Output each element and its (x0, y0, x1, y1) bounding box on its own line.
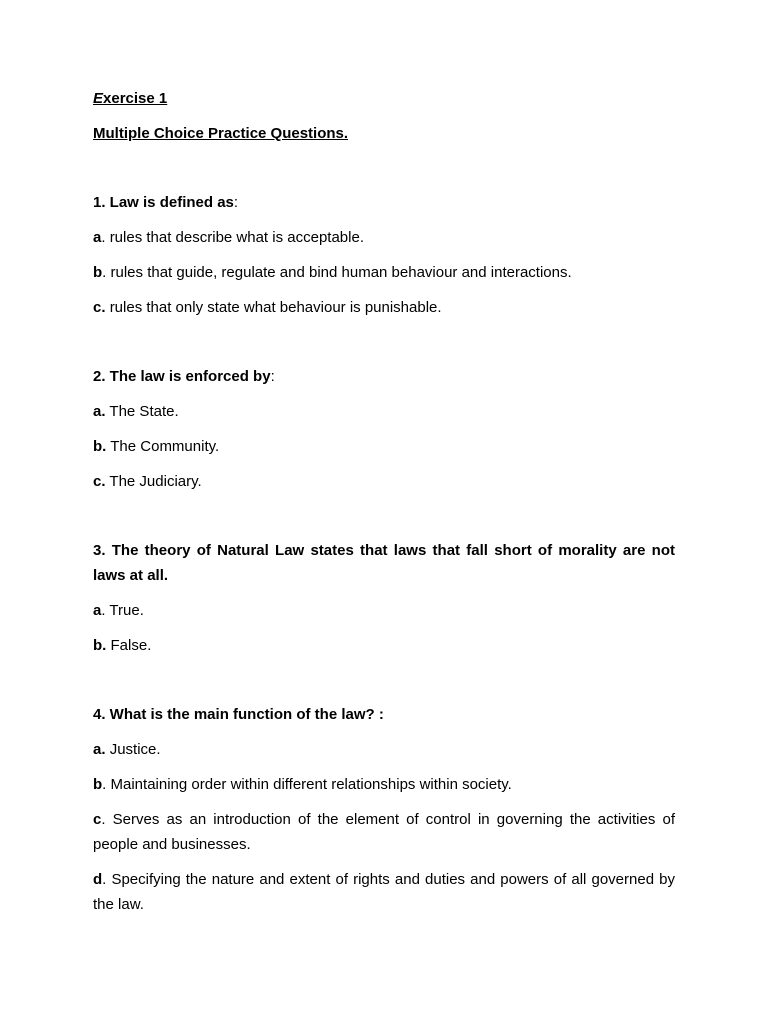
exercise-title (93, 86, 675, 111)
document-page (93, 86, 675, 917)
question-4 (93, 702, 675, 917)
exercise-subtitle: Multiple Choice Practice Questions. (93, 125, 349, 142)
question-text: 4. What is the main function of the law? : (93, 706, 384, 723)
question-1 (93, 190, 675, 320)
answer-option: a. rules that describe what is acceptable. (93, 229, 364, 246)
answer-option: b. rules that guide, regulate and bind human behaviour and interactions. (93, 264, 572, 281)
answer-option: a. Justice. (93, 741, 161, 758)
question-2 (93, 364, 675, 494)
answer-option: c. rules that only state what behaviour is punishable. (93, 299, 442, 316)
answer-option: b. Maintaining order within different relationships within society. (93, 776, 512, 793)
question-text: 3. The theory of Natural Law states that laws that fall short of morality are not laws at all. (93, 542, 675, 584)
answer-option: d. Specifying the nature and extent of rights and duties and powers of all governed by the law. (93, 871, 675, 913)
answer-option: a. The State. (93, 403, 179, 420)
answer-option: a. True. (93, 602, 144, 619)
question-text: 2. The law is enforced by: (93, 368, 275, 385)
question-text: 1. Law is defined as: (93, 194, 239, 211)
answer-option: c. The Judiciary. (93, 473, 202, 490)
question-3 (93, 538, 675, 658)
answer-option: c. Serves as an introduction of the element of control in governing the activities of people and businesses. (93, 811, 675, 853)
answer-option: b. The Community. (93, 438, 220, 455)
answer-option: b. False. (93, 637, 152, 654)
exercise-title-initial: E (93, 90, 104, 107)
exercise-title-rest: xercise 1 (103, 90, 168, 107)
